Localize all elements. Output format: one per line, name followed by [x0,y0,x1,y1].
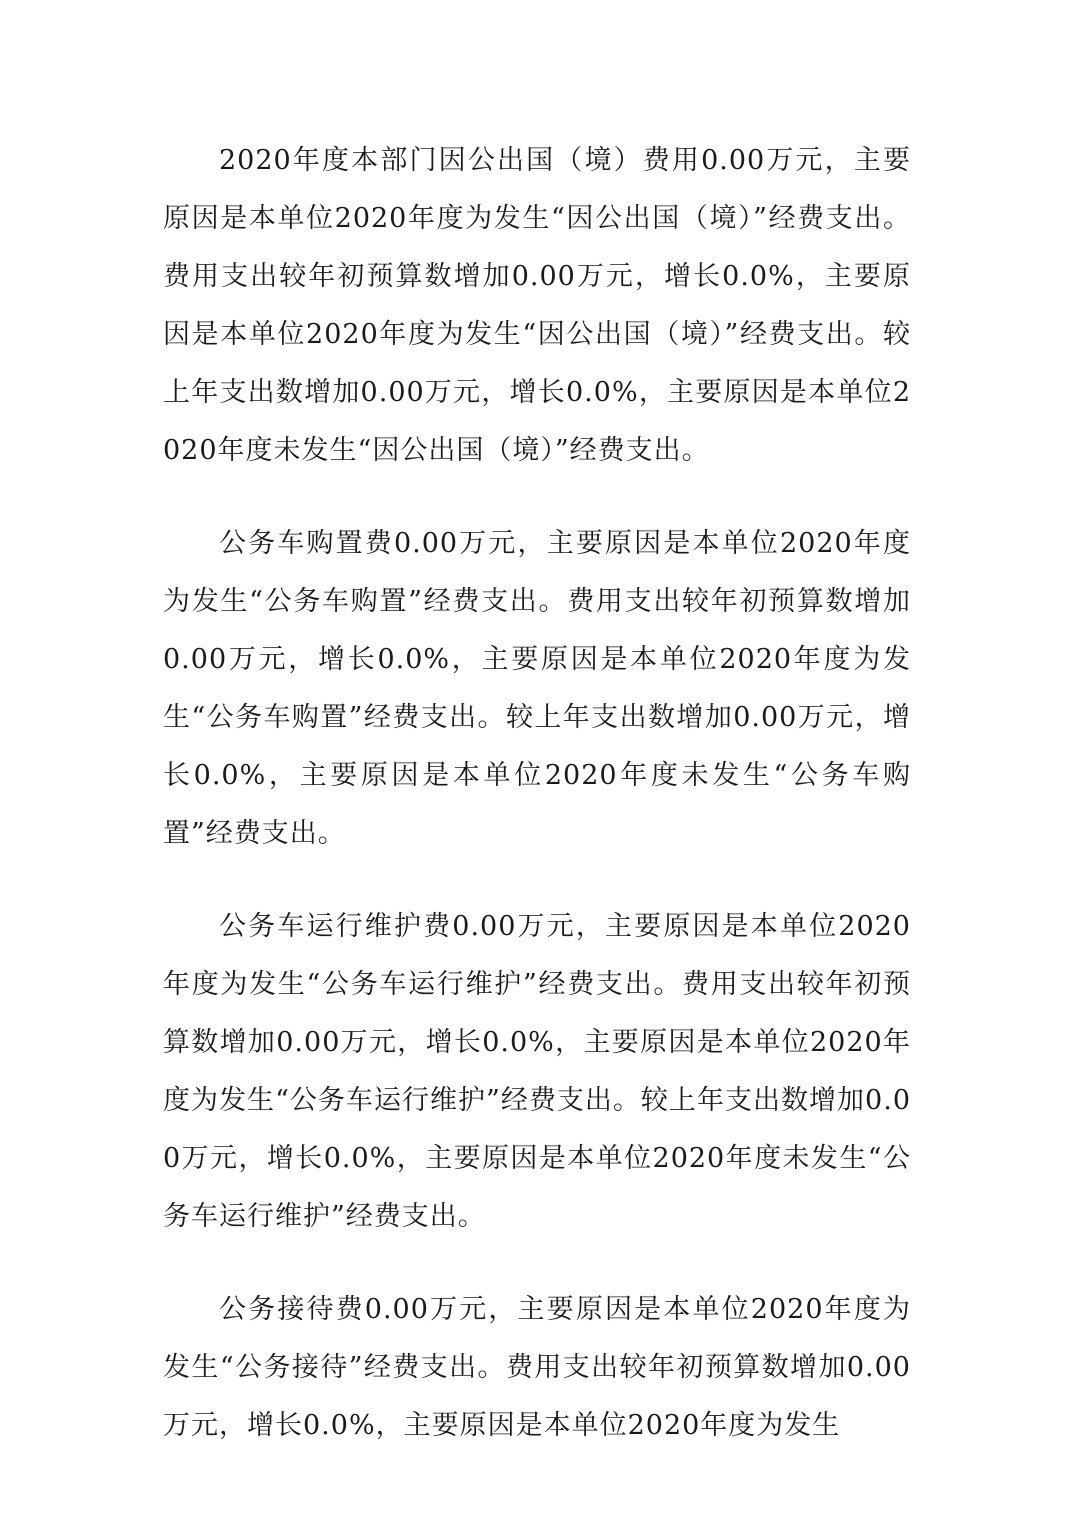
document-body [163,132,911,1490]
paragraph-overseas-travel-expense: 2020年度本部门因公出国（境）费用0.00万元，主要原因是本单位2020年度为发生“因公出国（境）”经费支出。费用支出较年初预算数增加0.00万元，增长0.0%，主要原因是本单位2020年度为发生“因公出国（境）”经费支出。较上年支出数增加0.00万元，增长0.0%，主要原因是本单位2020年度未发生“因公出国（境）”经费支出。 [163,145,911,466]
paragraph-reception-expense: 公务接待费0.00万元，主要原因是本单位2020年度为发生“公务接待”经费支出。费用支出较年初预算数增加0.00万元，增长0.0%，主要原因是本单位2020年度为发生 [163,1294,911,1441]
paragraph-vehicle-maintenance-expense: 公务车运行维护费0.00万元，主要原因是本单位2020年度为发生“公务车运行维护”经费支出。费用支出较年初预算数增加0.00万元，增长0.0%，主要原因是本单位2020年度为发生“公务车运行维护”经费支出。较上年支出数增加0.00万元，增长0.0%，主要原因是本单位2020年度未发生“公务车运行维护”经费支出。 [163,911,911,1232]
paragraph-vehicle-purchase-expense: 公务车购置费0.00万元，主要原因是本单位2020年度为发生“公务车购置”经费支出。费用支出较年初预算数增加0.00万元，增长0.0%，主要原因是本单位2020年度为发生“公务车购置”经费支出。较上年支出数增加0.00万元，增长0.0%，主要原因是本单位2020年度未发生“公务车购置”经费支出。 [163,528,911,849]
